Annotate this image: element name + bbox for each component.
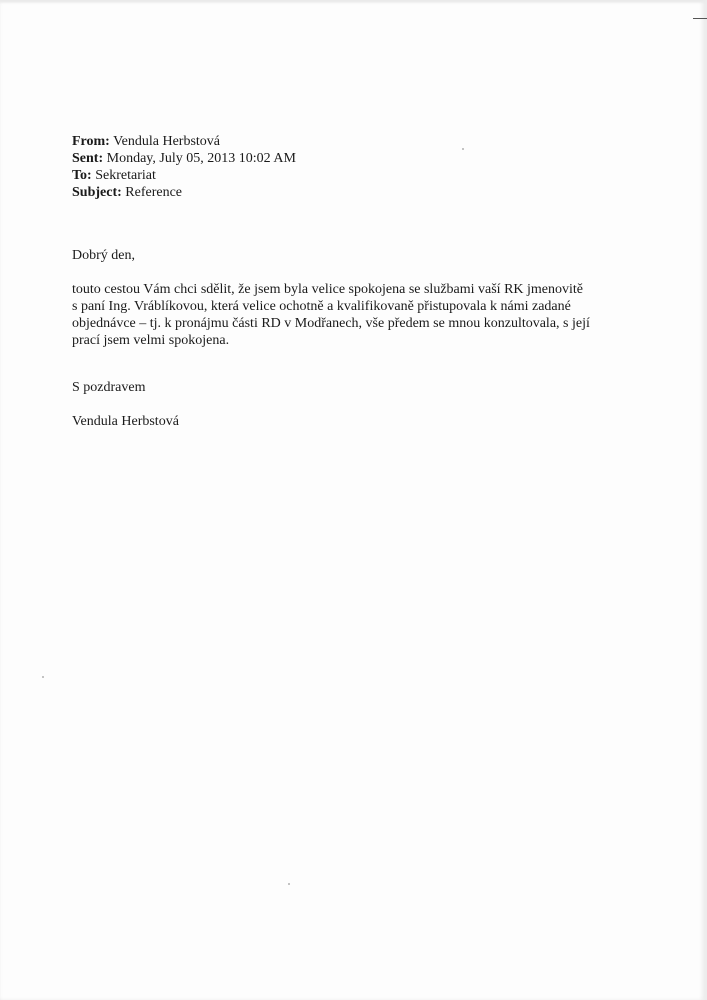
sent-value: Monday, July 05, 2013 10:02 AM xyxy=(106,151,296,166)
to-value: Sekretariat xyxy=(95,168,156,183)
to-label: To: xyxy=(72,168,92,183)
from-label: From: xyxy=(72,134,110,149)
email-body xyxy=(72,281,632,349)
sent-label: Sent: xyxy=(72,151,104,166)
scan-speck xyxy=(288,883,290,885)
page-right-edge-shadow xyxy=(699,0,707,1000)
body-line: prací jsem velmi spokojena. xyxy=(72,333,230,348)
body-line: s paní Ing. Vráblíkovou, která velice ochotně a kvalifikovaně přistupovala k námi zadané xyxy=(72,299,571,314)
scan-speck xyxy=(462,148,464,150)
body-line: touto cestou Vám chci sdělit, že jsem byla velice spokojena se službami vaší RK jmenovitě xyxy=(72,282,584,297)
sent-row xyxy=(72,150,632,167)
scan-edge-mark xyxy=(693,18,707,19)
greeting: Dobrý den, xyxy=(72,248,135,263)
page-top-edge-shadow xyxy=(0,0,707,4)
signature: Vendula Herbstová xyxy=(72,414,179,429)
closing: S pozdravem xyxy=(72,380,146,395)
subject-row xyxy=(72,184,632,201)
email-header xyxy=(72,133,632,201)
from-row xyxy=(72,133,632,150)
to-row xyxy=(72,167,632,184)
subject-value: Reference xyxy=(125,185,183,200)
body-line: objednávce – tj. k pronájmu části RD v Modřanech, vše předem se mnou konzultovala, s její xyxy=(72,316,590,331)
scan-speck xyxy=(42,676,44,678)
subject-label: Subject: xyxy=(72,185,122,200)
from-value: Vendula Herbstová xyxy=(113,134,221,149)
